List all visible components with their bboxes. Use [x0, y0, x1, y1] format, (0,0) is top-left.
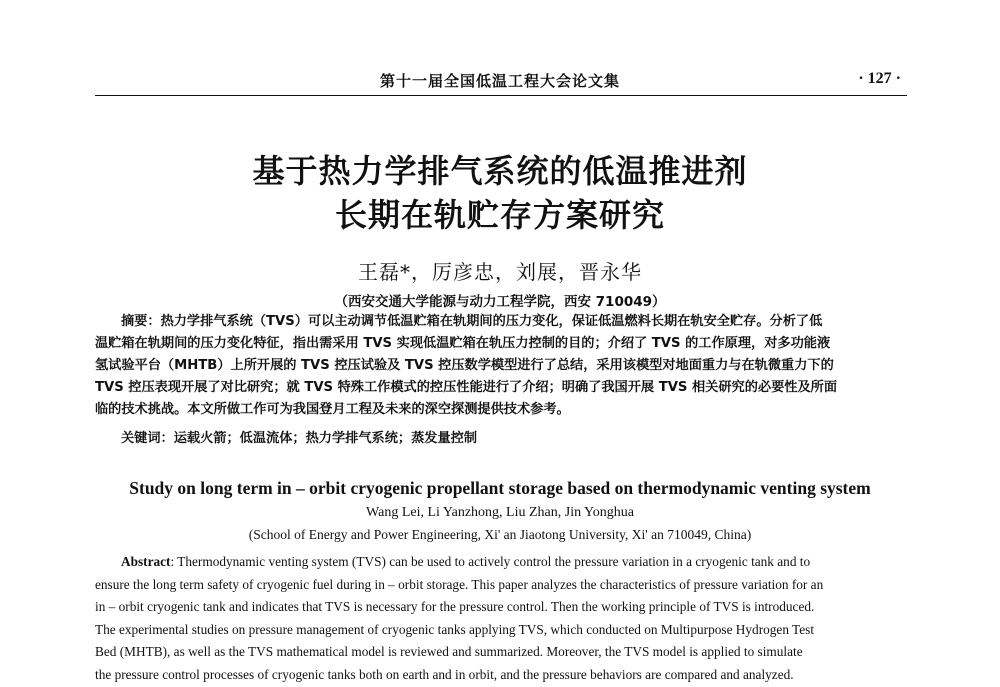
affiliation-zh: （西安交通大学能源与动力工程学院，西安 710049） — [334, 294, 666, 310]
abstract-zh-line: 温贮箱在轨期间的压力变化特征，指出需采用 TVS 实现低温贮箱在轨压力控制的目的；介绍了 TVS 的工作原理，对多功能液 — [95, 336, 831, 351]
abstract-zh-line: TVS 控压表现开展了对比研究；就 TVS 特殊工作模式的控压性能进行了介绍；明确了我国开展 TVS 相关研究的必要性及所面 — [95, 380, 838, 395]
title-zh-line-1: 基于热力学排气系统的低温推进剂 — [252, 152, 748, 190]
abstract-en-line: The experimental studies on pressure management of cryogenic tanks applying TVS, which conducted on Multipurpose Hydrogen Test — [95, 621, 815, 637]
abstract-en-line: Bed (MHTB), as well as the TVS mathematical model is reviewed and summarized. Moreover, the TVS model is applied to simulate — [95, 644, 803, 659]
abstract-zh — [95, 311, 907, 421]
abstract-en-line: ensure the long term safety of cryogenic fuel during in – orbit storage. This paper analyzes the characteristics of pressure variation for an — [95, 576, 824, 592]
abstract-en — [95, 551, 907, 686]
authors-zh: 王磊*，厉彦忠，刘展，晋永华 — [358, 260, 642, 284]
abstract-en-label: Abstract — [121, 554, 171, 569]
abstract-en-line: the pressure control processes of cryogenic tanks both on earth and in orbit, and the pressure behaviors are compared and analyzed. — [95, 666, 794, 682]
title-zh-line-2: 长期在轨贮存方案研究 — [334, 196, 665, 234]
abstract-zh-line: 氢试验平台（MHTB）上所开展的 TVS 控压试验及 TVS 控压数学模型进行了总结，采用该模型对地面重力与在轨微重力下的 — [95, 358, 834, 373]
header-rule — [95, 95, 907, 96]
page-number: · 127 · — [858, 70, 901, 87]
abstract-zh-line: 临的技术挑战。本文所做工作可为我国登月工程及未来的深空探测提供技术参考。 — [95, 402, 570, 417]
authors-en: Wang Lei, Li Yanzhong, Liu Zhan, Jin Yonghua — [366, 505, 634, 520]
abstract-zh-line: 摘要：热力学排气系统（TVS）可以主动调节低温贮箱在轨期间的压力变化，保证低温燃料长期在轨安全贮存。分析了低 — [121, 314, 823, 329]
keywords-zh-label: 关键词： — [121, 431, 174, 446]
journal-name: 第十一届全国低温工程大会论文集 — [379, 72, 620, 90]
affiliation-en: (School of Energy and Power Engineering, Xi' an Jiaotong University, Xi' an 710049, China) — [248, 527, 752, 542]
abstract-en-line: Abstract: Thermodynamic venting system (TVS) can be used to actively control the pressure variation in a cryogenic tank and to — [121, 554, 811, 569]
keywords-zh-line: 关键词：运载火箭；低温流体；热力学排气系统；蒸发量控制 — [121, 431, 478, 446]
title-en: Study on long term in – orbit cryogenic propellant storage based on thermodynamic venting system — [129, 478, 871, 498]
keywords-zh — [95, 428, 907, 450]
abstract-zh-label: 摘要： — [121, 314, 161, 329]
abstract-en-line: in – orbit cryogenic tank and indicates that TVS is necessary for the pressure control. Then the working principle of TVS is introduced. — [95, 599, 815, 614]
running-header — [95, 66, 905, 92]
